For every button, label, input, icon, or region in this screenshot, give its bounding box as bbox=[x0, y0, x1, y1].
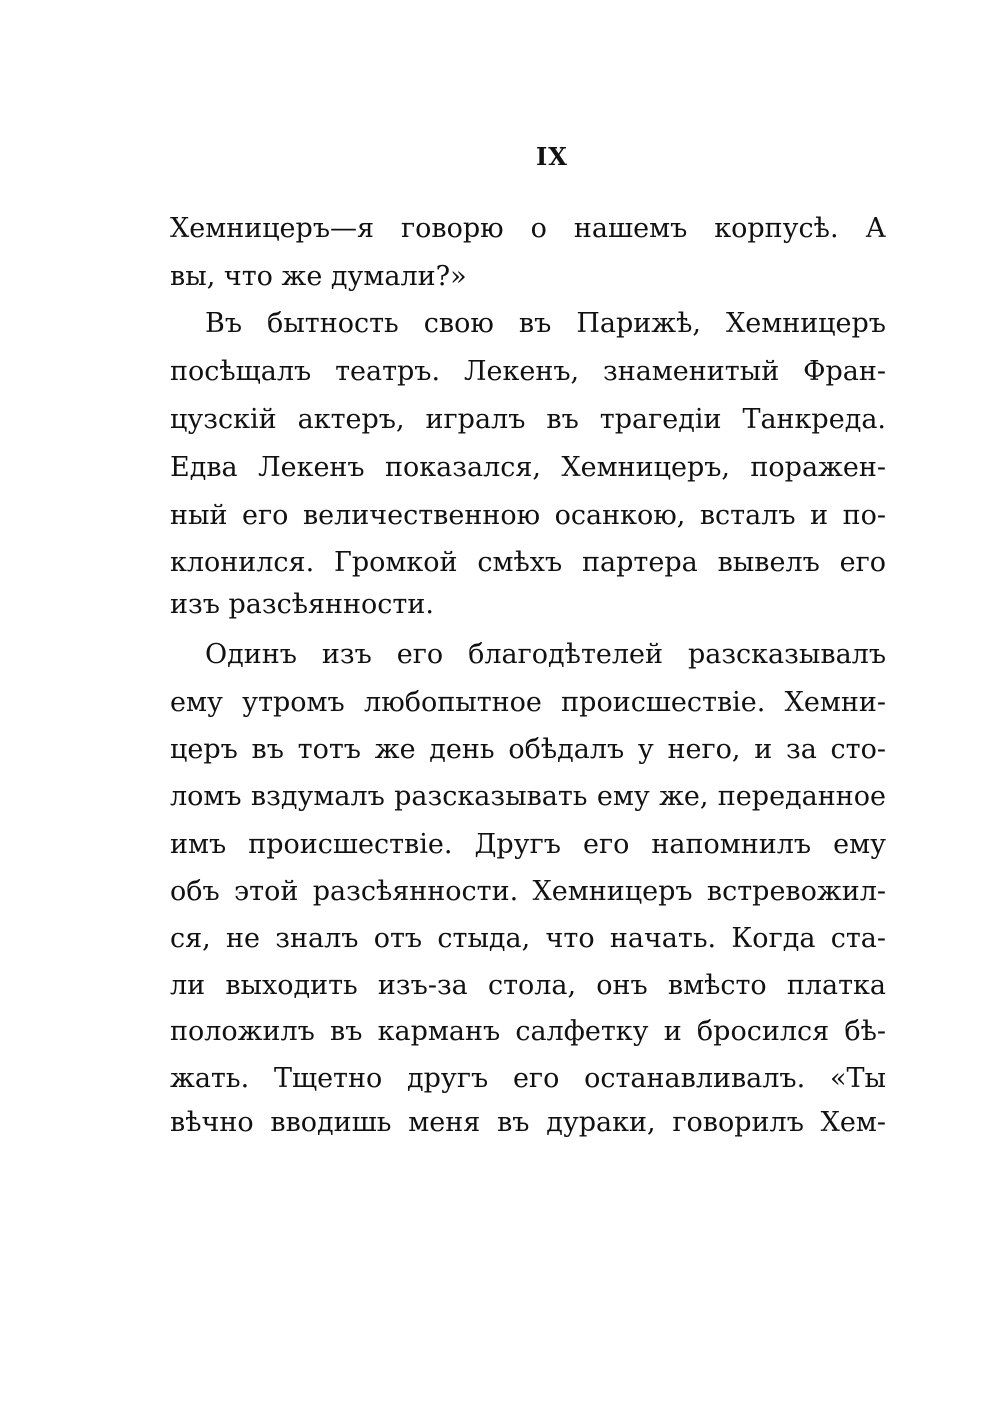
text-line: клонился. Громкой смѣхъ партера вывелъ его bbox=[170, 547, 886, 578]
text-line: ломъ вздумалъ разсказывать ему же, переданное bbox=[170, 781, 886, 812]
text-line: имъ происшествіе. Другъ его напомнилъ ему bbox=[170, 829, 886, 860]
text-line: Хемницеръ—я говорю о нашемъ корпусѣ. А bbox=[170, 213, 886, 244]
text-line: вы, что же думали?» bbox=[170, 261, 467, 292]
text-line: посѣщалъ театръ. Лекенъ, знаменитый Фран- bbox=[170, 356, 886, 387]
text-line: Въ бытность свою въ Парижѣ, Хемницеръ bbox=[205, 308, 886, 339]
page-number: IX bbox=[536, 142, 568, 171]
text-line: Едва Лекенъ показался, Хемницеръ, поражен- bbox=[170, 452, 886, 483]
text-line: ный его величественною осанкою, всталъ и по- bbox=[170, 500, 886, 531]
text-line: ему утромъ любопытное происшествіе. Хемни- bbox=[170, 687, 886, 718]
text-line: положилъ въ карманъ салфетку и бросился бѣ- bbox=[170, 1016, 886, 1047]
text-line: цузскій актеръ, игралъ въ трагедіи Танкреда. bbox=[170, 404, 886, 435]
text-line: ся, не зналъ отъ стыда, что начать. Когда ста- bbox=[170, 923, 886, 954]
text-line: жать. Тщетно другъ его останавливалъ. «Ты bbox=[170, 1063, 886, 1094]
text-line: Одинъ изъ его благодѣтелей разсказывалъ bbox=[205, 639, 886, 670]
text-line: ли выходить изъ-за стола, онъ вмѣсто платка bbox=[170, 970, 886, 1001]
text-line: объ этой разсѣянности. Хемницеръ встревожил- bbox=[170, 876, 886, 907]
text-line: вѣчно вводишь меня въ дураки, говорилъ Хем- bbox=[170, 1107, 886, 1138]
text-line: изъ разсѣянности. bbox=[170, 589, 434, 620]
text-line: церъ въ тотъ же день обѣдалъ у него, и за сто- bbox=[170, 734, 886, 765]
